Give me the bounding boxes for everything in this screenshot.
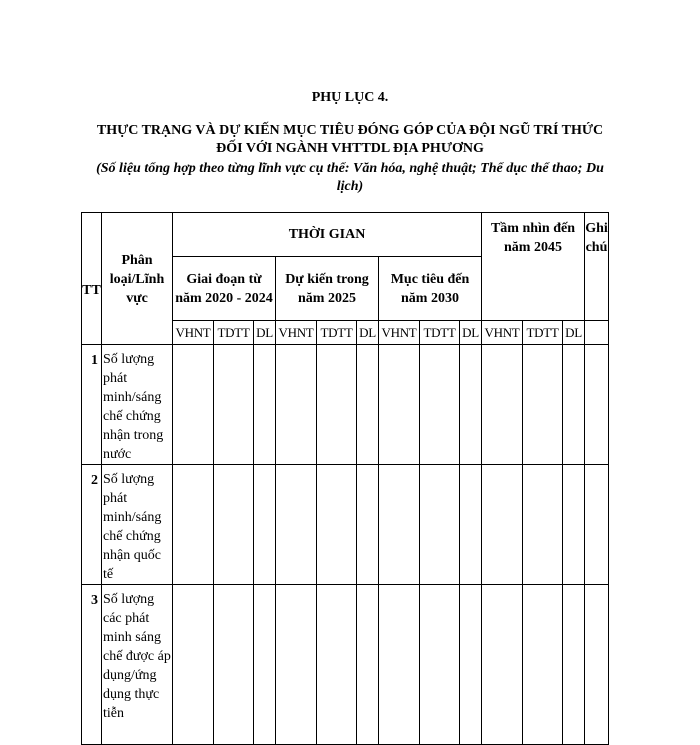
sub-col-tdtt: TDTT (214, 321, 254, 345)
sub-col-vhnt: VHNT (482, 321, 523, 345)
period-2030-header: Mục tiêu đến năm 2030 (379, 257, 482, 321)
sub-col-dl: DL (254, 321, 276, 345)
category-header: Phân loại/Lĩnh vực (102, 213, 173, 345)
sub-col-vhnt: VHNT (379, 321, 420, 345)
table-row (82, 465, 609, 585)
sub-col-vhnt: VHNT (173, 321, 214, 345)
period-2020-2024-header: Giai đoạn từ năm 2020 - 2024 (173, 257, 276, 321)
note-header: Ghi chú (585, 213, 609, 321)
sub-col-vhnt: VHNT (276, 321, 317, 345)
note-sub-cell (585, 321, 609, 345)
period-2025-header: Dự kiến trong năm 2025 (276, 257, 379, 321)
sub-col-tdtt: TDTT (420, 321, 460, 345)
subtitle-line-1: THỰC TRẠNG VÀ DỰ KIẾN MỤC TIÊU ĐÓNG GÓP CỦA ĐỘI NGŨ TRÍ THỨC (96, 123, 604, 138)
appendix-title: PHỤ LỤC 4. (311, 90, 389, 105)
row-number: 2 (82, 465, 102, 585)
data-note: (Số liệu tổng hợp theo từng lĩnh vực cụ thể: Văn hóa, nghệ thuật; Thể dục thể thao; Du lịch) (96, 161, 604, 194)
row-number: 3 (82, 585, 102, 745)
data-table (81, 212, 609, 745)
row-label: Số lượng phát minh/sáng chế chứng nhận trong nước (102, 345, 173, 465)
sub-col-dl: DL (460, 321, 482, 345)
sub-col-dl: DL (563, 321, 585, 345)
row-number: 1 (82, 345, 102, 465)
vision-header: Tầm nhìn đến năm 2045 (482, 213, 585, 321)
sub-col-dl: DL (357, 321, 379, 345)
time-header: THỜI GIAN (173, 213, 482, 257)
subtitle-line-2: ĐỐI VỚI NGÀNH VHTTDL ĐỊA PHƯƠNG (216, 141, 484, 156)
document-subtitle (88, 122, 612, 158)
table-row (82, 585, 609, 745)
row-label: Số lượng phát minh/sáng chế chứng nhận quốc tế (102, 465, 173, 585)
table-row (82, 345, 609, 465)
tt-header: TT (82, 213, 102, 345)
sub-col-tdtt: TDTT (317, 321, 357, 345)
row-label: Số lượng các phát minh sáng chế được áp dụng/ứng dụng thực tiễn (102, 585, 173, 745)
sub-col-tdtt: TDTT (523, 321, 563, 345)
